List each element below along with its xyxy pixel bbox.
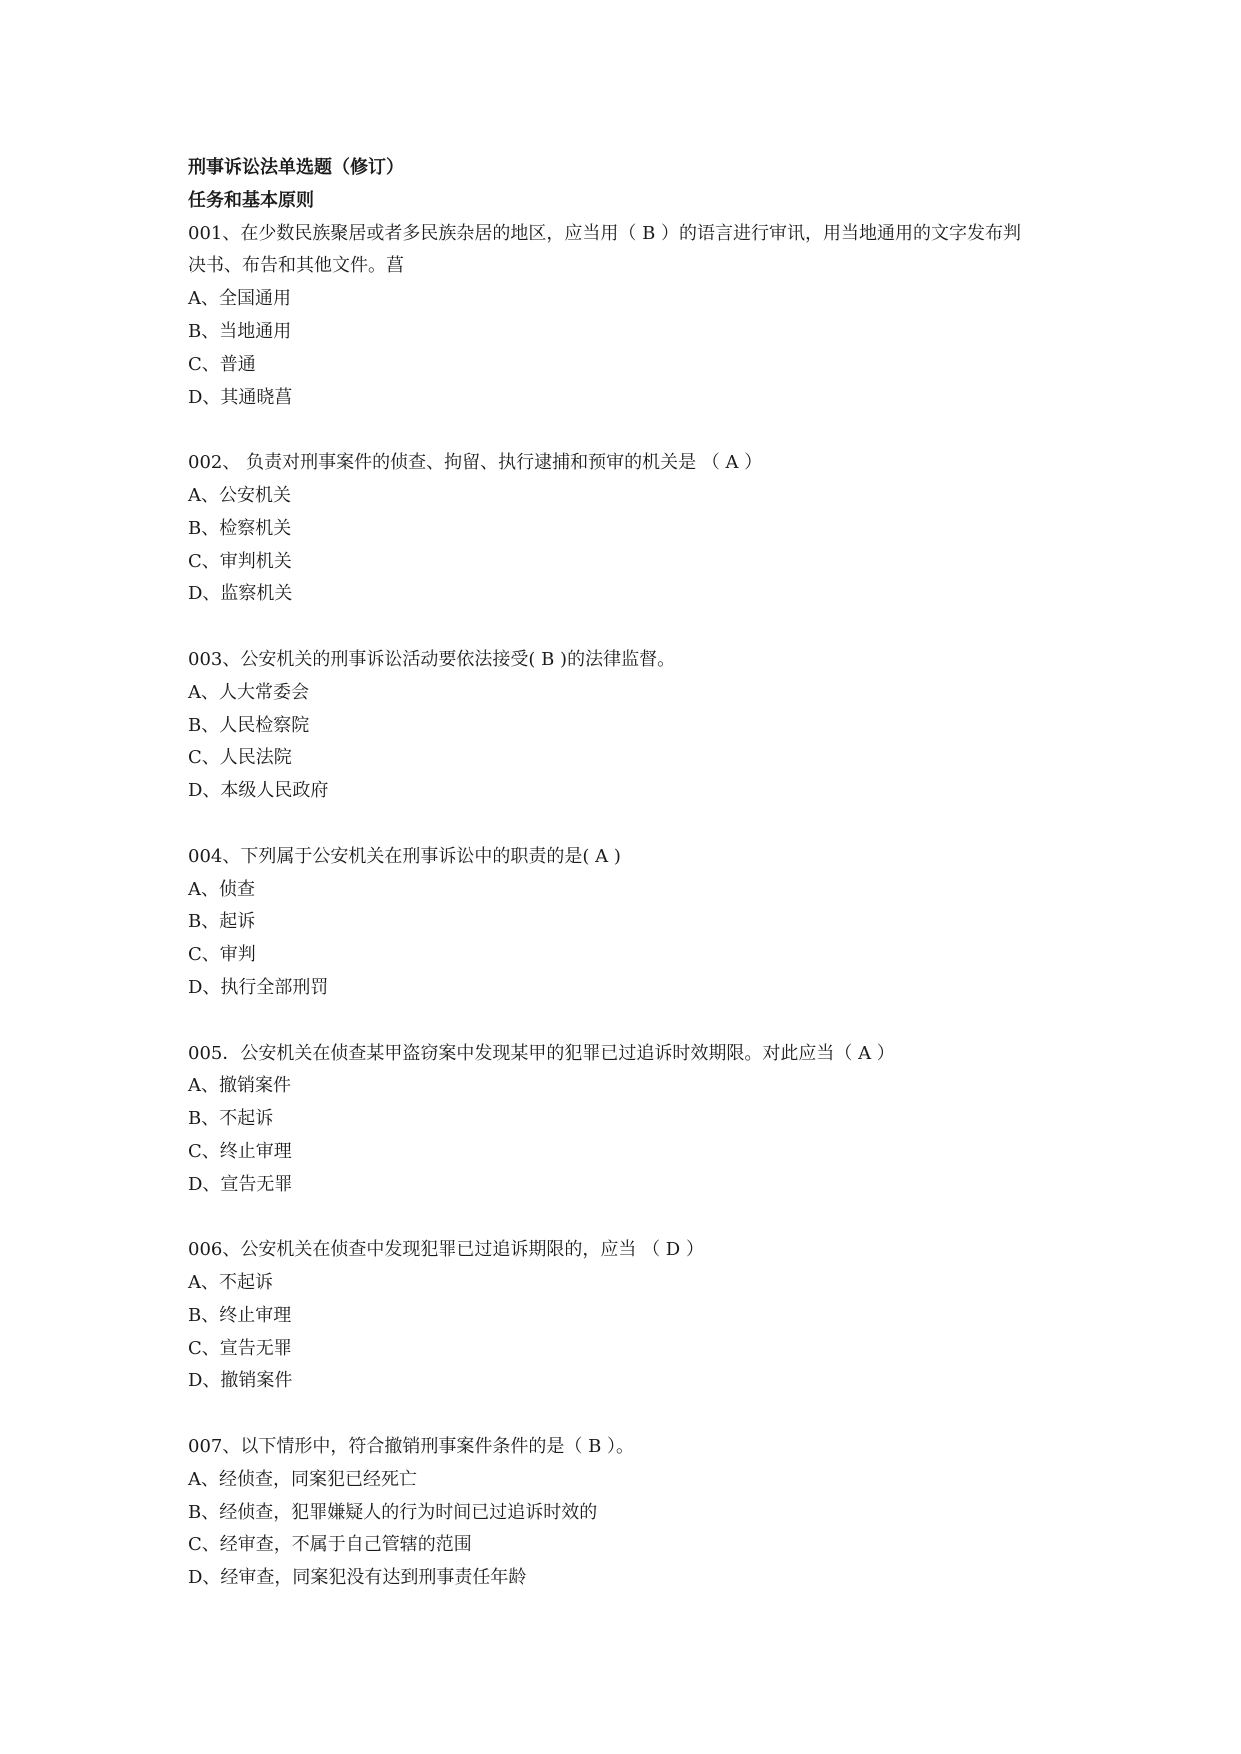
option-b: B、不起诉 [188, 1108, 274, 1130]
option-d: D、撤销案件 [188, 1370, 293, 1392]
option-c: C、终止审理 [188, 1140, 292, 1162]
option-b: B、当地通用 [188, 320, 292, 342]
option-c: C、人民法院 [188, 747, 292, 769]
option-c: C、宣告无罪 [188, 1337, 292, 1359]
question-text: 006、公安机关在侦查中发现犯罪已过追诉期限的，应当 （ D ） [188, 1239, 704, 1261]
option-b: B、检察机关 [188, 517, 292, 539]
question-text: 004、下列属于公安机关在刑事诉讼中的职责的是( A ) [188, 845, 621, 867]
question-007 [188, 1431, 1088, 1595]
question-003 [188, 644, 1088, 808]
option-c: C、审判 [188, 944, 256, 966]
option-d: D、执行全部刑罚 [188, 976, 329, 998]
question-005 [188, 1038, 1088, 1202]
question-text: 007、以下情形中，符合撤销刑事案件条件的是（ B ）。 [188, 1436, 635, 1458]
option-a: A、全国通用 [188, 288, 291, 310]
option-d: D、经审查，同案犯没有达到刑事责任年龄 [188, 1567, 527, 1589]
option-d: D、监察机关 [188, 583, 293, 605]
option-c: C、普通 [188, 353, 256, 375]
option-b: B、经侦查，犯罪嫌疑人的行为时间已过追诉时效的 [188, 1501, 598, 1523]
option-b: B、人民检察院 [188, 714, 310, 736]
option-a: A、侦查 [188, 878, 255, 900]
option-b: B、终止审理 [188, 1304, 292, 1326]
option-a: A、不起诉 [188, 1272, 273, 1294]
option-a: A、经侦查，同案犯已经死亡 [188, 1468, 417, 1490]
question-text: 001、在少数民族聚居或者多民族杂居的地区，应当用（ B ）的语言进行审讯，用当地通用的文字发布判 [188, 222, 1022, 244]
question-001 [188, 218, 1088, 415]
option-c: C、经审查，不属于自己管辖的范围 [188, 1534, 472, 1556]
option-a: A、撤销案件 [188, 1075, 291, 1097]
document-page [188, 152, 1088, 1595]
question-text: 003、公安机关的刑事诉讼活动要依法接受( B )的法律监督。 [188, 648, 676, 670]
question-004 [188, 841, 1088, 1005]
question-text: 决书、布告和其他文件。菖 [188, 255, 404, 277]
question-text: 002、 负责对刑事案件的侦查、拘留、执行逮捕和预审的机关是 （ A ） [188, 452, 763, 474]
question-002 [188, 447, 1088, 611]
option-d: D、宣告无罪 [188, 1173, 293, 1195]
question-text: 005．公安机关在侦查某甲盗窃案中发现某甲的犯罪已过追诉时效期限。对此应当（ A ） [188, 1042, 895, 1064]
option-b: B、起诉 [188, 911, 256, 933]
document-title: 刑事诉讼法单选题（修订） [188, 157, 404, 178]
option-d: D、本级人民政府 [188, 780, 329, 802]
section-heading: 任务和基本原则 [188, 189, 314, 211]
option-c: C、审判机关 [188, 550, 292, 572]
option-d: D、其通晓菖 [188, 386, 293, 408]
question-006 [188, 1234, 1088, 1398]
option-a: A、公安机关 [188, 484, 291, 506]
option-a: A、人大常委会 [188, 681, 309, 703]
